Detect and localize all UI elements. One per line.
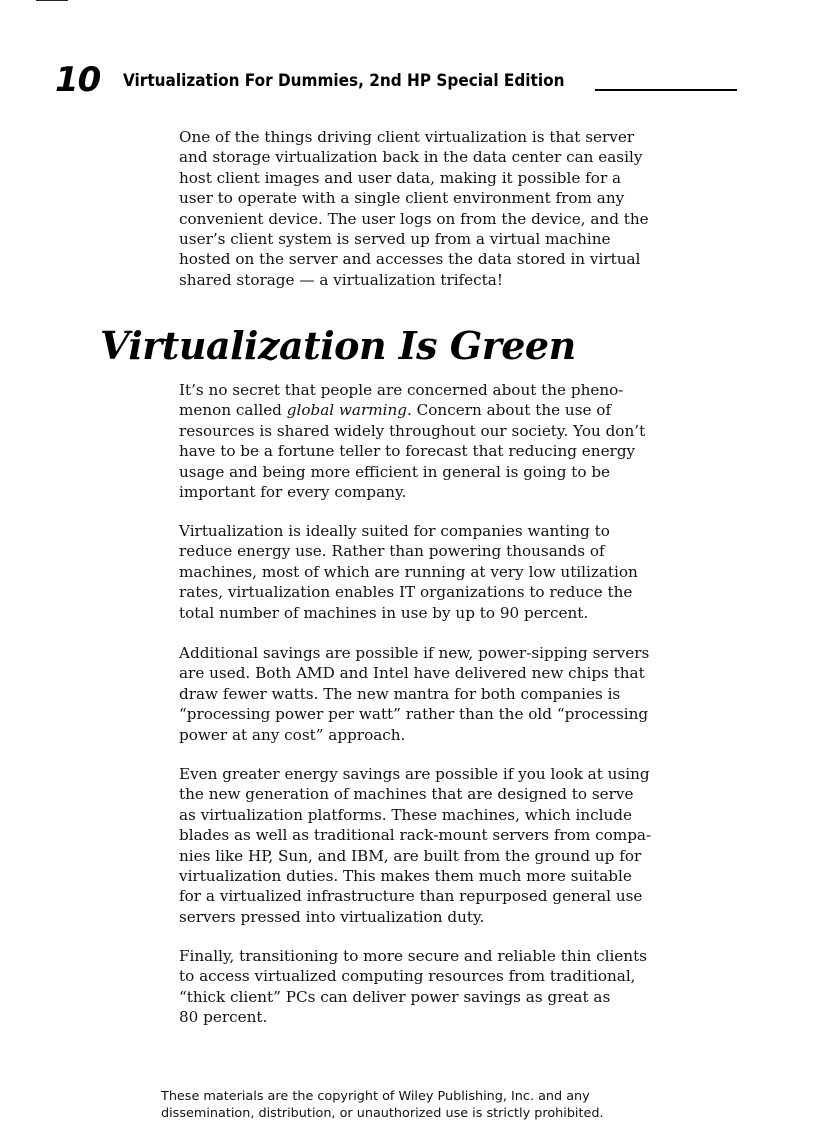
footer-line: These materials are the copyright of Wiley Publishing, Inc. and any	[161, 1089, 590, 1104]
text-line: user’s client system is served up from a virtual machine	[179, 230, 611, 249]
text-line: power at any cost” approach.	[179, 725, 406, 744]
text-line: blades as well as traditional rack-mount servers from compa-	[179, 826, 652, 845]
paragraph-new-generation	[179, 764, 739, 927]
text-line: rates, virtualization enables IT organizations to reduce the	[179, 583, 633, 602]
text-segment: menon called	[179, 401, 287, 420]
top-corner-rule	[36, 0, 68, 1]
text-line: It’s no secret that people are concerned about the pheno-	[179, 381, 624, 399]
text-line: hosted on the server and accesses the data stored in virtual	[179, 250, 641, 269]
text-line: host client images and user data, making it possible for a	[179, 168, 622, 187]
text-line: “thick client” PCs can deliver power savings as great as	[179, 987, 611, 1006]
paragraph-energy-use	[179, 521, 739, 623]
text-line: as virtualization platforms. These machines, which include	[179, 805, 632, 824]
text-line: shared storage — a virtualization trifecta!	[179, 270, 503, 289]
page-header	[55, 60, 737, 100]
text-line: machines, most of which are running at very low utilization	[179, 562, 638, 581]
text-line: Finally, transitioning to more secure and reliable thin clients	[179, 947, 647, 965]
text-segment: . Concern about the use of	[407, 401, 612, 420]
text-line: 80 percent.	[179, 1008, 268, 1027]
emphasis-global-warming: global warming	[286, 401, 408, 420]
text-line: “processing power per watt” rather than the old “processing	[179, 705, 649, 724]
text-line: for a virtualized infrastructure than repurposed general use	[179, 887, 643, 906]
paragraph-power-sipping	[179, 643, 739, 745]
text-line: One of the things driving client virtualization is that server	[179, 128, 635, 146]
page-number: 10	[55, 60, 101, 100]
text-line	[179, 400, 739, 420]
text-line: virtualization duties. This makes them much more suitable	[179, 867, 632, 886]
text-line: draw fewer watts. The new mantra for both companies is	[179, 684, 621, 703]
section-heading: Virtualization Is Green	[100, 323, 576, 368]
header-rule	[595, 89, 737, 91]
text-line: nies like HP, Sun, and IBM, are built from the ground up for	[179, 846, 642, 865]
text-line: Virtualization is ideally suited for companies wanting to	[179, 522, 610, 540]
text-line: are used. Both AMD and Intel have delivered new chips that	[179, 664, 645, 683]
text-line: servers pressed into virtualization duty.	[179, 907, 485, 926]
intro-paragraph	[179, 127, 739, 290]
text-line: to access virtualized computing resources from traditional,	[179, 967, 636, 986]
text-line: total number of machines in use by up to 90 percent.	[179, 603, 589, 622]
text-line: convenient device. The user logs on from the device, and the	[179, 209, 649, 228]
text-line: usage and being more efficient in general is going to be	[179, 462, 611, 481]
copyright-footer	[161, 1088, 604, 1122]
text-line: reduce energy use. Rather than powering thousands of	[179, 542, 605, 561]
text-line: have to be a fortune teller to forecast that reducing energy	[179, 442, 636, 461]
running-title: Virtualization For Dummies, 2nd HP Special Edition	[123, 71, 565, 91]
text-line: and storage virtualization back in the data center can easily	[179, 148, 643, 167]
text-line: user to operate with a single client environment from any	[179, 189, 625, 208]
text-line: the new generation of machines that are designed to serve	[179, 785, 634, 804]
paragraph-thin-clients	[179, 946, 739, 1028]
text-line: Even greater energy savings are possible if you look at using	[179, 765, 650, 783]
paragraph-global-warming	[179, 380, 739, 502]
footer-line: dissemination, distribution, or unauthorized use is strictly prohibited.	[161, 1106, 604, 1121]
text-line: resources is shared widely throughout our society. You don’t	[179, 421, 646, 440]
text-line: important for every company.	[179, 483, 407, 502]
text-line: Additional savings are possible if new, power-sipping servers	[179, 644, 650, 662]
